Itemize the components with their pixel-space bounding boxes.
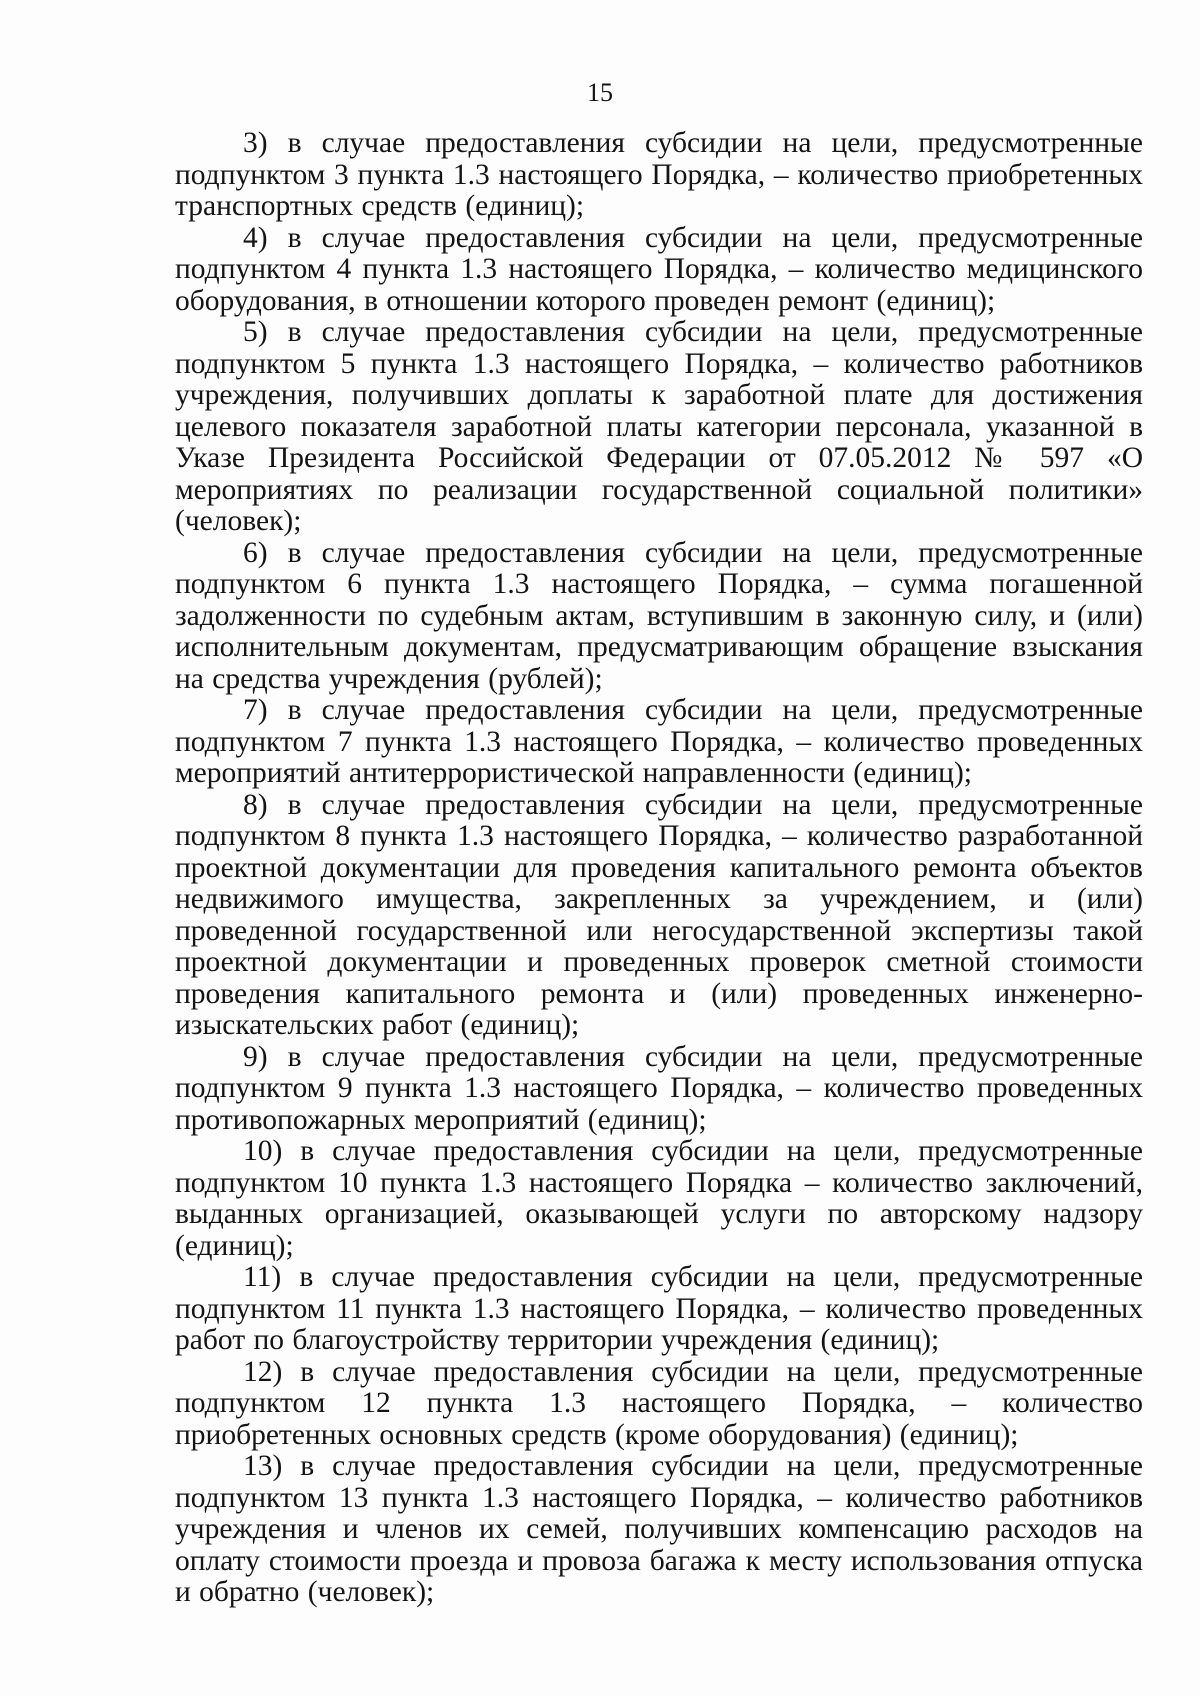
paragraph-item-7: 7) в случае предоставления субсидии на цели, предусмотренные подпунктом 7 пункта 1.3 настоящего Порядка, – количество проведенных мероприятий антитеррористической направленности (единиц); <box>175 694 1143 789</box>
paragraph-item-5: 5) в случае предоставления субсидии на цели, предусмотренные подпунктом 5 пункта 1.3 настоящего Порядка, – количество работников учреждения, получивших доплаты к заработной плате для достижения целевого показателя заработной платы категории персонала, указанной в Указе Президента Российской Федерации от 07.05.2012 № 597 «О мероприятиях по реализации государственной социальной политики» (человек); <box>175 316 1143 537</box>
paragraph-item-4: 4) в случае предоставления субсидии на цели, предусмотренные подпунктом 4 пункта 1.3 настоящего Порядка, – количество медицинского оборудования, в отношении которого проведен ремонт (единиц); <box>175 221 1143 317</box>
page-number: 15 <box>587 78 613 107</box>
paragraph-item-10: 10) в случае предоставления субсидии на цели, предусмотренные подпунктом 10 пункта 1.3 настоящего Порядка – количество заключений, выданных организацией, оказывающей услуги по авторскому надзору (единиц); <box>175 1135 1143 1262</box>
paragraph-item-8: 8) в случае предоставления субсидии на цели, предусмотренные подпунктом 8 пункта 1.3 настоящего Порядка, – количество разработанной проектной документации для проведения капитального ремонта объектов недвижимого имущества, закрепленных за учреждением, и (или) проведенной государственной или негосударственной экспертизы такой проектной документации и проведенных проверок сметной стоимости проведения капитального ремонта и (или) проведенных инженерно-изыскательских работ (единиц); <box>175 788 1143 1041</box>
paragraph-item-6: 6) в случае предоставления субсидии на цели, предусмотренные подпунктом 6 пункта 1.3 настоящего Порядка, – сумма погашенной задолженности по судебным актам, вступившим в законную силу, и (или) исполнительным документам, предусматривающим обращение взыскания на средства учреждения (рублей); <box>175 536 1143 695</box>
paragraph-item-12: 12) в случае предоставления субсидии на цели, предусмотренные подпунктом 12 пункта 1.3 настоящего Порядка, – количество приобретенных основных средств (кроме оборудования) (единиц); <box>175 1355 1143 1451</box>
paragraph-item-13: 13) в случае предоставления субсидии на цели, предусмотренные подпунктом 13 пункта 1.3 настоящего Порядка, – количество работников учреждения и членов их семей, получивших компенсацию расходов на оплату стоимости проезда и провоза багажа к месту использования отпуска и обратно (человек); <box>175 1450 1143 1608</box>
paragraph-item-3: 3) в случае предоставления субсидии на цели, предусмотренные подпунктом 3 пункта 1.3 настоящего Порядка, – количество приобретенных транспортных средств (единиц); <box>175 127 1143 222</box>
paragraph-item-9: 9) в случае предоставления субсидии на цели, предусмотренные подпунктом 9 пункта 1.3 настоящего Порядка, – количество проведенных противопожарных мероприятий (единиц); <box>175 1040 1143 1136</box>
document-body <box>175 128 1143 1609</box>
paragraph-item-11: 11) в случае предоставления субсидии на цели, предусмотренные подпунктом 11 пункта 1.3 настоящего Порядка, – количество проведенных работ по благоустройству территории учреждения (единиц); <box>175 1261 1143 1356</box>
